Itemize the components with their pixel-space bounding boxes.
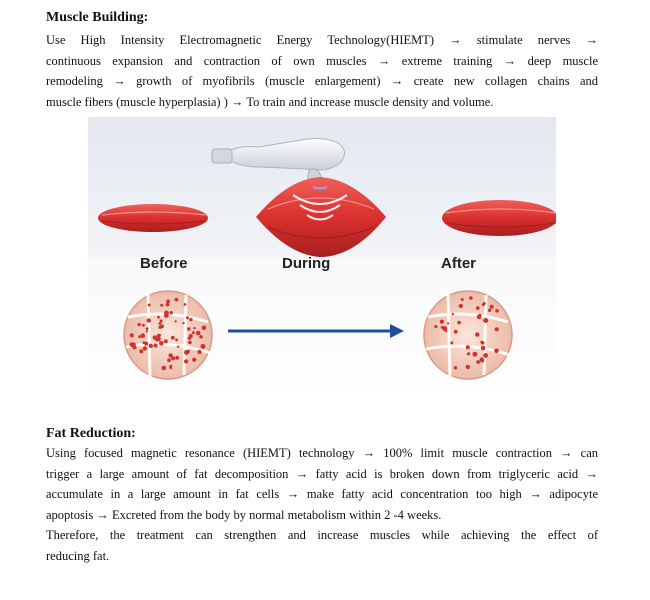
fat-cell-dot — [441, 326, 444, 329]
fat-cell-dot — [475, 332, 479, 336]
fat-cell-dot — [192, 358, 196, 362]
muscle-after-icon — [442, 200, 556, 236]
muscle-during-icon — [256, 177, 386, 257]
fat-cell-dot — [494, 349, 499, 354]
fat-cell-dot — [167, 358, 171, 362]
fat-cell-dot — [160, 304, 163, 307]
fat-cell-dot — [483, 353, 488, 358]
applicator-device-icon — [212, 139, 345, 184]
fat-cell-dot — [162, 366, 167, 371]
fat-reduction-paragraph — [46, 443, 598, 566]
fat-cell-dot — [175, 356, 179, 360]
fat-cell-dot — [445, 330, 448, 333]
fat-cell-dot — [447, 322, 449, 324]
fat-cell-dot — [142, 324, 145, 327]
progress-arrow-icon — [228, 324, 404, 338]
fat-cell-dot — [476, 360, 480, 364]
fat-cell-dot — [144, 342, 148, 346]
fat-cell-dot — [459, 304, 463, 308]
fat-cell-dot — [159, 341, 164, 346]
fat-cell-dot — [483, 302, 486, 305]
paragraph-line: apoptosis → Excreted from the body by normal metabolism within 2 -4 weeks. — [46, 507, 442, 522]
fat-cell-dot — [182, 322, 184, 324]
fat-cell-dot — [158, 326, 161, 329]
fat-cell-dot — [189, 318, 192, 321]
fat-cell-dot — [141, 333, 146, 338]
fat-cell-dot — [166, 303, 170, 307]
fat-cell-dot — [189, 334, 193, 338]
fat-cell-dot — [160, 320, 163, 323]
fat-cell-dot — [454, 366, 457, 369]
fat-cell-dot — [146, 327, 149, 330]
fat-cell-dot — [480, 359, 484, 363]
fat-cell-dot — [148, 304, 151, 307]
paragraph-line: Using focused magnetic resonance (HIEMT) technology → 100% limit muscle contraction → can — [46, 446, 598, 460]
fat-cell-dot — [472, 352, 477, 357]
label-before: Before — [140, 255, 188, 272]
treatment-illustration — [88, 117, 556, 400]
fat-cell-dot — [147, 318, 151, 322]
fat-cell-dot — [157, 316, 160, 319]
fat-cell-dot — [132, 345, 136, 349]
fat-cell-dot — [164, 339, 168, 343]
fat-cell-dot — [199, 335, 203, 339]
section-heading-muscle-building: Muscle Building: — [46, 10, 149, 25]
fat-cell-dot — [192, 331, 195, 334]
fat-cell-dot — [483, 318, 488, 323]
fat-cell-dot — [171, 336, 175, 340]
fat-cell-dot — [146, 330, 148, 332]
section-heading-fat-reduction: Fat Reduction: — [46, 426, 136, 441]
fat-cell-dot — [461, 298, 464, 301]
paragraph-line: Use High Intensity Electromagnetic Energy Technology(HIEMT) → stimulate nerves → — [46, 33, 598, 47]
fat-cell-dot — [477, 315, 482, 320]
fat-cell-dot — [169, 366, 172, 369]
paragraph-line: reducing fat. — [46, 548, 110, 563]
fat-cell-dot — [457, 321, 461, 325]
fat-cell-dot — [139, 349, 143, 353]
fat-cell-dot — [450, 341, 453, 344]
paragraph-line: trigger a large amount of fat decomposition → fatty acid is broken down from triglyceric acid → — [46, 466, 598, 481]
fat-cell-dot — [193, 327, 195, 329]
fat-cell-dot — [187, 327, 191, 331]
fat-cell-dot — [143, 346, 147, 350]
fat-cell-dot — [467, 353, 470, 356]
fat-cell-dot — [149, 344, 153, 348]
fat-cell-dot — [476, 306, 480, 310]
label-after: After — [441, 255, 477, 272]
fat-cell-dot — [434, 325, 437, 328]
fat-cell-dot — [184, 359, 188, 363]
label-during: During — [282, 255, 331, 272]
fat-cell-dot — [481, 341, 485, 345]
paragraph-line: continuous expansion and contraction of own muscles → extreme training → deep muscle — [46, 53, 598, 68]
fat-cell-dot — [466, 345, 470, 349]
fat-cell-dot — [170, 311, 173, 314]
fat-cell-dot — [452, 313, 454, 315]
muscle-building-paragraph — [46, 30, 598, 112]
fat-cell-dot — [490, 305, 494, 309]
fat-cell-dot — [130, 333, 134, 337]
fat-cell-dot — [197, 332, 200, 335]
fat-cell-dot — [495, 327, 499, 331]
fat-cell-dot — [469, 296, 473, 300]
fat-cell-dot — [495, 309, 499, 313]
fat-cell-dot — [186, 316, 189, 319]
fat-cell-dot — [175, 339, 178, 342]
fat-cell-dot — [156, 336, 161, 341]
fat-cell-dot — [488, 309, 491, 312]
muscle-before-icon — [98, 204, 208, 232]
fat-cell-dot — [184, 303, 187, 306]
fat-cell-dot — [481, 346, 486, 351]
fat-cell-dot — [466, 365, 470, 369]
fat-cell-dot — [175, 298, 179, 302]
fat-cell-dot — [174, 320, 176, 322]
fat-cell-dot — [166, 300, 170, 304]
fat-cell-dot — [177, 346, 179, 348]
fat-cell-dot — [199, 351, 202, 354]
fat-cell-dot — [454, 330, 458, 334]
fat-cell-dot — [440, 320, 444, 324]
fat-cell-dot — [188, 341, 192, 345]
paragraph-line: muscle fibers (muscle hyperplasia) ) → To train and increase muscle density and volume. — [46, 94, 494, 109]
paragraph-line: remodeling → growth of myofibrils (muscle enlargement) → create new collagen chains and — [46, 74, 598, 88]
fat-cell-dot — [168, 353, 172, 357]
fat-cell-dot — [153, 343, 157, 347]
fat-cell-dot — [202, 326, 207, 331]
fat-cell-dot — [137, 323, 140, 326]
fat-cell-dot — [164, 311, 169, 316]
fat-cell-dot — [201, 344, 206, 349]
paragraph-line: accumulate in a large amount in fat cells → make fatty acid concentration too high → adipocyte — [46, 487, 598, 501]
paragraph-line: Therefore, the treatment can strengthen and increase muscles while achieving the effect of — [46, 528, 598, 542]
fat-cell-dot — [187, 350, 190, 353]
